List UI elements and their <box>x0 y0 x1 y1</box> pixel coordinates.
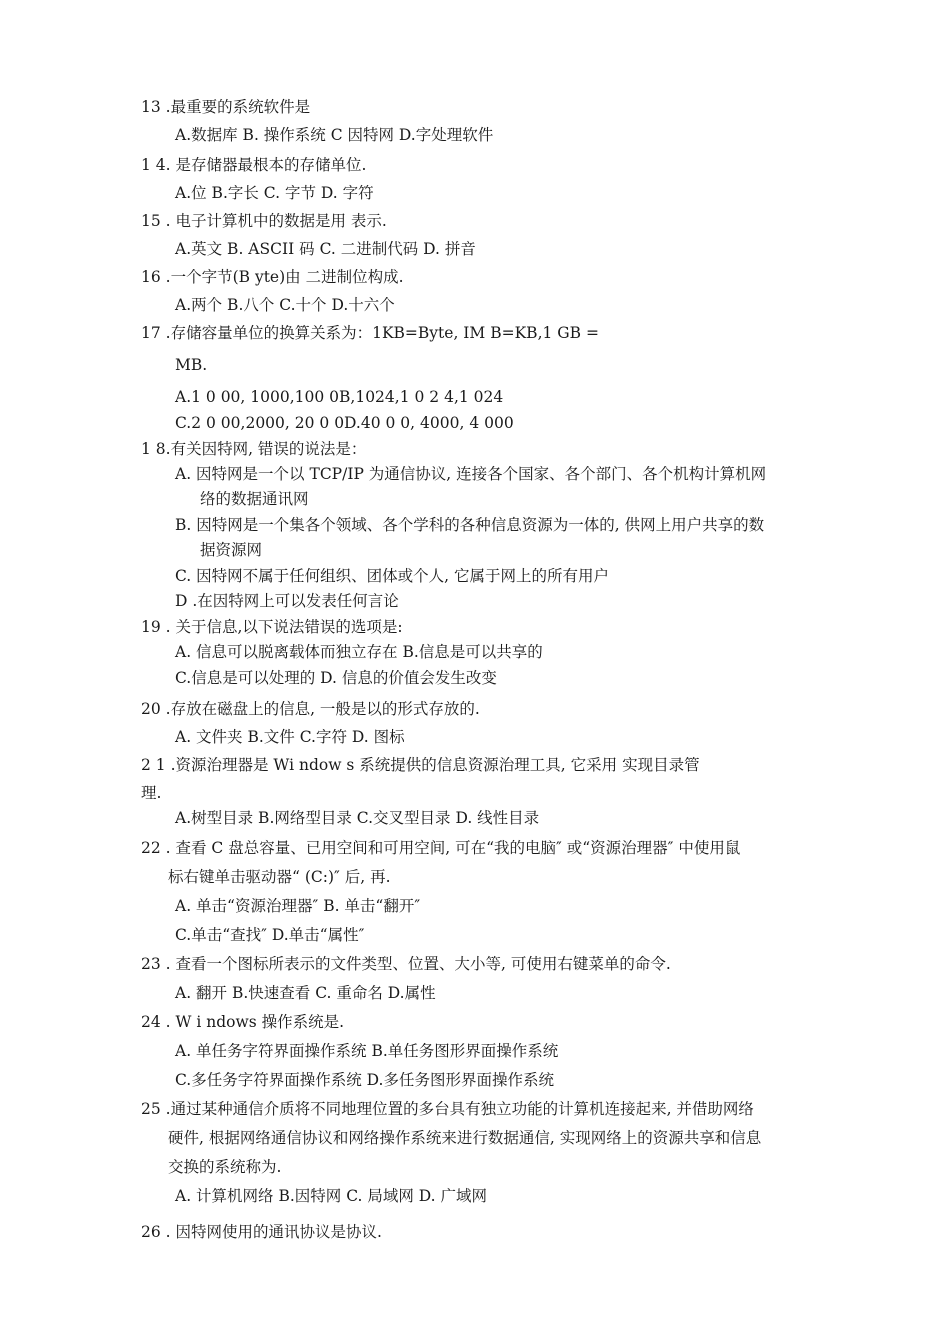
options-21: A.树型目录 B.网络型目录 C.交叉型目录 D. 线性目录 <box>175 809 540 827</box>
question-14: 1 4. 是存储器最根本的存储单位. <box>141 156 367 174</box>
question-20: 20 .存放在磁盘上的信息, 一般是以的形式存放的. <box>141 700 480 718</box>
option-18-a: A. 因特网是一个以 TCP/IP 为通信协议, 连接各个国家、各个部门、各个机构计算机网 <box>175 465 767 483</box>
options-13: A.数据库 B. 操作系统 C 因特网 D.字处理软件 <box>175 126 494 144</box>
options-20: A. 文件夹 B.文件 C.字符 D. 图标 <box>175 728 405 746</box>
option-18-d: D .在因特网上可以发表任何言论 <box>175 592 399 610</box>
question-19: 19 . 关于信息,以下说法错误的选项是: <box>141 618 403 636</box>
options-22-cd: C.单击“查找″ D.单击“属性″ <box>175 926 365 944</box>
question-25: 25 .通过某种通信介质将不同地理位置的多台具有独立功能的计算机连接起来, 并借助网络 <box>141 1100 754 1118</box>
options-16: A.两个 B.八个 C.十个 D.十六个 <box>175 296 395 314</box>
question-23: 23 . 查看一个图标所表示的文件类型、位置、大小等, 可使用右键菜单的命令. <box>141 955 671 973</box>
question-17-cont: MB. <box>175 356 208 374</box>
question-18: 1 8.有关因特网, 错误的说法是： <box>141 440 367 458</box>
option-18-a-cont: 络的数据通讯网 <box>200 490 309 508</box>
question-25-cont-2: 交换的系统称为. <box>168 1158 282 1176</box>
options-22-ab: A. 单击“资源治理器″ B. 单击“翻开″ <box>175 897 421 915</box>
option-18-c: C. 因特网不属于任何组织、团体或个人, 它属于网上的所有用户 <box>175 567 610 585</box>
options-14: A.位 B.字长 C. 字节 D. 字符 <box>175 184 374 202</box>
options-23: A. 翻开 B.快速查看 C. 重命名 D.属性 <box>175 984 436 1002</box>
options-19-cd: C.信息是可以处理的 D. 信息的价值会发生改变 <box>175 669 497 687</box>
question-15: 15 . 电子计算机中的数据是用 表示. <box>141 212 387 230</box>
question-24: 24 . W i ndows 操作系统是. <box>141 1013 345 1031</box>
option-18-b-cont: 据资源网 <box>200 541 263 559</box>
option-18-b: B. 因特网是一个集各个领域、各个学科的各种信息资源为一体的, 供网上用户共享的数 <box>175 516 765 534</box>
question-22-cont: 标右键单击驱动器“ (C:)″ 后, 再. <box>168 868 391 886</box>
question-26: 26 . 因特网使用的通讯协议是协议. <box>141 1223 382 1241</box>
question-21: 2 1 .资源治理器是 Wi ndow s 系统提供的信息资源治理工具, 它采用 实现目录管 <box>141 756 700 774</box>
question-16: 16 .一个字节(B yte)由 二进制位构成. <box>141 268 404 286</box>
options-19-ab: A. 信息可以脱离载体而独立存在 B.信息是可以共享的 <box>175 643 543 661</box>
question-25-cont-1: 硬件, 根据网络通信协议和网络操作系统来进行数据通信, 实现网络上的资源共享和信息 <box>168 1129 762 1147</box>
options-17-cd: C.2 0 00,2000, 20 0 0D.40 0 0, 4000, 4 000 <box>175 414 514 432</box>
question-13: 13 .最重要的系统软件是 <box>141 98 311 116</box>
options-24-ab: A. 单任务字符界面操作系统 B.单任务图形界面操作系统 <box>175 1042 559 1060</box>
options-17-ab: A.1 0 00, 1000,100 0B,1024,1 0 2 4,1 024 <box>175 388 504 406</box>
question-22: 22 . 查看 C 盘总容量、已用空间和可用空间, 可在“我的电脑″ 或“资源治理器″ 中使用鼠 <box>141 839 741 857</box>
options-15: A.英文 B. ASCII 码 C. 二进制代码 D. 拼音 <box>175 240 476 258</box>
options-25: A. 计算机网络 B.因特网 C. 局域网 D. 广域网 <box>175 1187 488 1205</box>
question-17: 17 .存储容量单位的换算关系为：1KB=Byte, IM B=KB,1 GB = <box>141 324 599 342</box>
question-21-cont: 理. <box>141 784 162 802</box>
options-24-cd: C.多任务字符界面操作系统 D.多任务图形界面操作系统 <box>175 1071 554 1089</box>
